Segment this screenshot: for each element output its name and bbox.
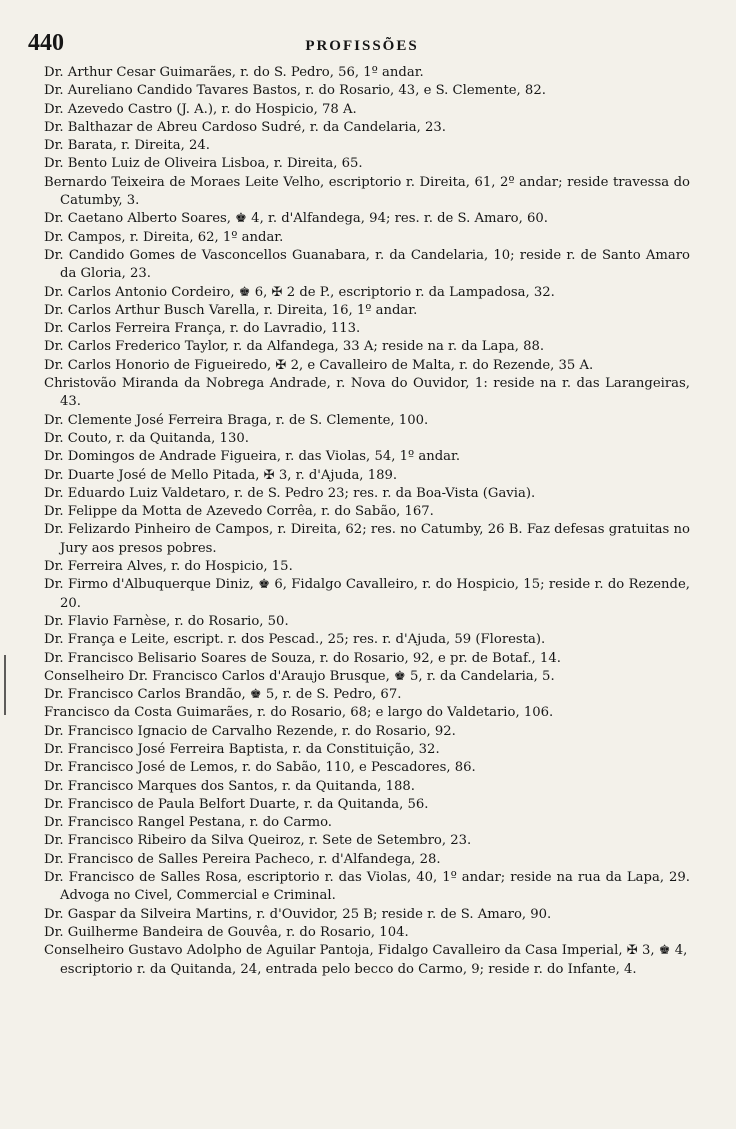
directory-entry: Dr. Bento Luiz de Oliveira Lisboa, r. Direita, 65. — [44, 156, 363, 172]
directory-entry: Dr. Duarte José de Mello Pitada, ✠ 3, r. d'Ajuda, 189. — [44, 467, 398, 483]
directory-entry: Dr. Balthazar de Abreu Cardoso Sudré, r. da Candelaria, 23. — [44, 119, 446, 135]
directory-entry: Dr. Gaspar da Silveira Martins, r. d'Ouvidor, 25 B; reside r. de S. Amaro, 90. — [44, 906, 552, 922]
directory-entry: Dr. Francisco Ignacio de Carvalho Rezende, r. do Rosario, 92. — [44, 723, 456, 739]
directory-entry: Dr. Francisco Carlos Brandão, ♚ 5, r. de S. Pedro, 67. — [44, 687, 402, 703]
directory-entry: Dr. Carlos Arthur Busch Varella, r. Direita, 16, 1º andar. — [44, 302, 418, 318]
directory-entry: Dr. Francisco de Paula Belfort Duarte, r. da Quitanda, 56. — [44, 796, 429, 812]
page-header — [28, 30, 696, 62]
directory-entry: Christovão Miranda da Nobrega Andrade, r. Nova do Ouvidor, 1: reside na r. das Larangeiras, 43. — [44, 376, 690, 410]
directory-entry: Dr. Ferreira Alves, r. do Hospicio, 15. — [44, 559, 293, 575]
directory-entry: Dr. Couto, r. da Quitanda, 130. — [44, 430, 249, 446]
directory-entry: Dr. Clemente José Ferreira Braga, r. de S. Clemente, 100. — [44, 412, 429, 428]
directory-entry: Dr. Domingos de Andrade Figueira, r. das Violas, 54, 1º andar. — [44, 449, 461, 465]
directory-entry: Dr. Francisco de Salles Rosa, escriptorio r. das Violas, 40, 1º andar; reside na rua da Lapa, 29. Advoga no Civel, Commercial e Criminal. — [44, 870, 690, 904]
directory-entry: Dr. Arthur Cesar Guimarães, r. do S. Pedro, 56, 1º andar. — [44, 65, 424, 80]
directory-entry: Dr. Guilherme Bandeira de Gouvêa, r. do Rosario, 104. — [44, 924, 409, 940]
directory-entry: Francisco da Costa Guimarães, r. do Rosario, 68; e largo do Valdetario, 106. — [44, 705, 554, 721]
directory-entry: Dr. Carlos Honorio de Figueiredo, ✠ 2, e Cavalleiro de Malta, r. do Rezende, 35 A. — [44, 357, 594, 373]
directory-entry: Dr. Carlos Frederico Taylor, r. da Alfandega, 33 A; reside na r. da Lapa, 88. — [44, 339, 545, 355]
directory-entry: Dr. Caetano Alberto Soares, ♚ 4, r. d'Alfandega, 94; res. r. de S. Amaro, 60. — [44, 211, 548, 227]
directory-entry: Dr. Flavio Farnèse, r. do Rosario, 50. — [44, 613, 289, 629]
directory-entry: Dr. Francisco José Ferreira Baptista, r. da Constituição, 32. — [44, 741, 440, 757]
directory-entry: Conselheiro Gustavo Adolpho de Aguilar Pantoja, Fidalgo Cavalleiro da Casa Imperial, ✠ 3, ♚ 4, escriptorio r. da Quitanda, 24, entrada pelo becco do Carmo, 9; reside r. do Infante, 4. — [44, 943, 688, 977]
directory-entry: Dr. Aureliano Candido Tavares Bastos, r. do Rosario, 43, e S. Clemente, 82. — [44, 83, 546, 99]
directory-entry: Dr. Barata, r. Direita, 24. — [44, 138, 210, 154]
directory-entry: Dr. Francisco Belisario Soares de Souza, r. do Rosario, 92, e pr. de Botaf., 14. — [44, 650, 561, 666]
margin-mark — [4, 655, 6, 715]
entry-list — [44, 64, 690, 979]
directory-entry: Dr. Azevedo Castro (J. A.), r. do Hospicio, 78 A. — [44, 101, 357, 117]
directory-entry: Conselheiro Dr. Francisco Carlos d'Araujo Brusque, ♚ 5, r. da Candelaria, 5. — [44, 668, 555, 684]
directory-entry: Dr. Carlos Antonio Cordeiro, ♚ 6, ✠ 2 de P., escriptorio r. da Lampadosa, 32. — [44, 284, 555, 300]
directory-entry: Dr. Felippe da Motta de Azevedo Corrêa, r. do Sabão, 167. — [44, 504, 434, 520]
directory-entry: Dr. Francisco Ribeiro da Silva Queiroz, r. Sete de Setembro, 23. — [44, 833, 472, 849]
directory-entry: Dr. Felizardo Pinheiro de Campos, r. Direita, 62; res. no Catumby, 26 B. Faz defesas gratuitas no Jury aos presos pobres. — [44, 522, 690, 556]
directory-entry: Dr. Francisco de Salles Pereira Pacheco, r. d'Alfandega, 28. — [44, 851, 441, 867]
directory-entry: Dr. Francisco Rangel Pestana, r. do Carmo. — [44, 815, 332, 831]
directory-entry: Bernardo Teixeira de Moraes Leite Velho, escriptorio r. Direita, 61, 2º andar; reside travessa do Catumby, 3. — [44, 174, 690, 209]
directory-entry: Dr. Campos, r. Direita, 62, 1º andar. — [44, 229, 284, 245]
directory-entry: Dr. Eduardo Luiz Valdetaro, r. de S. Pedro 23; res. r. da Boa-Vista (Gavia). — [44, 485, 536, 501]
page-number: 440 — [28, 30, 64, 56]
directory-entry: Dr. França e Leite, escript. r. dos Pescad., 25; res. r. d'Ajuda, 59 (Floresta). — [44, 632, 546, 648]
running-head: PROFISSÕES — [305, 38, 419, 54]
directory-entry: Dr. Candido Gomes de Vasconcellos Guanabara, r. da Candelaria, 10; reside r. de Santo Amaro da Gloria, 23. — [44, 247, 690, 282]
directory-entry: Dr. Francisco José de Lemos, r. do Sabão, 110, e Pescadores, 86. — [44, 760, 476, 776]
directory-entry: Dr. Francisco Marques dos Santos, r. da Quitanda, 188. — [44, 778, 415, 794]
directory-entry: Dr. Firmo d'Albuquerque Diniz, ♚ 6, Fidalgo Cavalleiro, r. do Hospicio, 15; reside r. do Rezende, 20. — [44, 577, 690, 611]
directory-entry: Dr. Carlos Ferreira França, r. do Lavradio, 113. — [44, 321, 361, 337]
